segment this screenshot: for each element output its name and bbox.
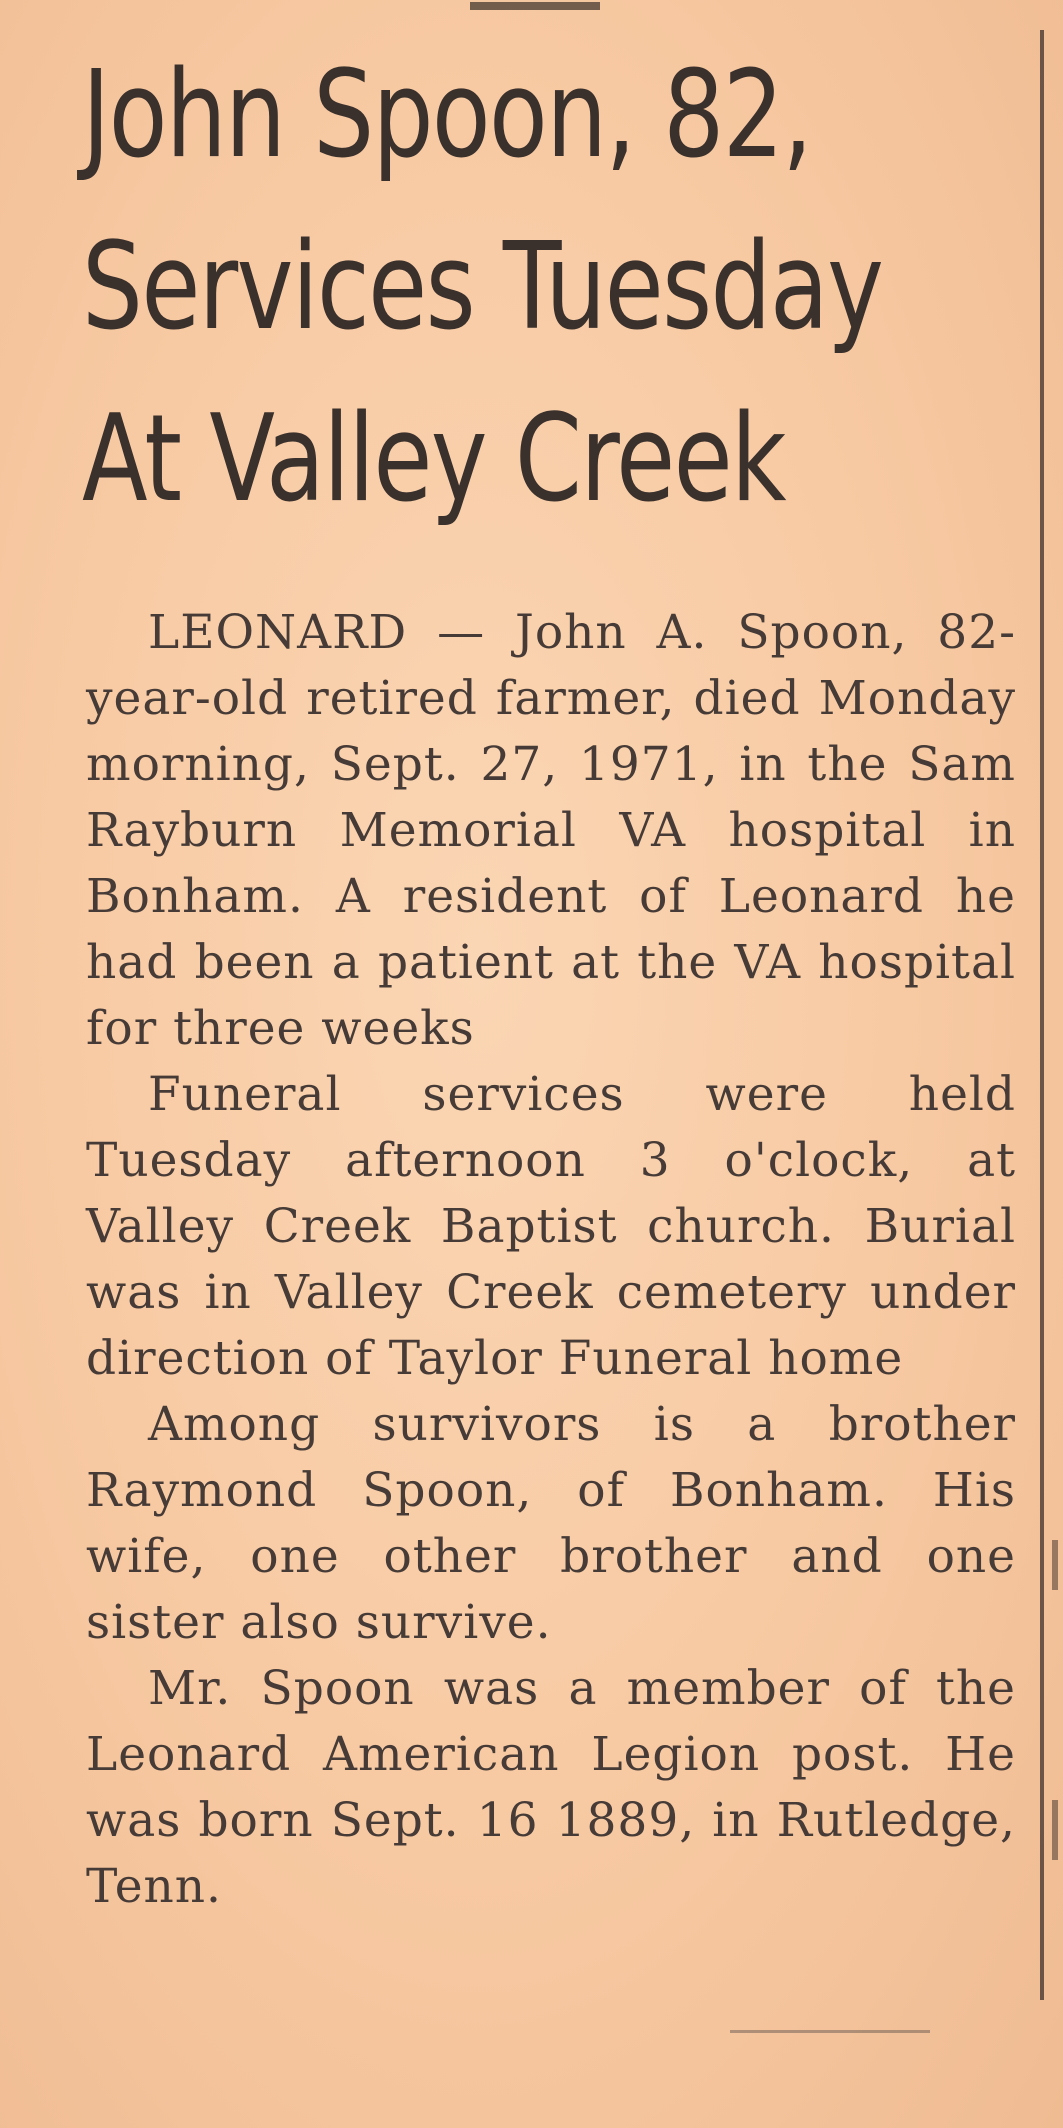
- headline: [82, 30, 883, 546]
- headline-line: At Valley Creek: [82, 390, 786, 529]
- paragraph: Among survivors is a brother Raymond Spoon, of Bonham. His wife, one other brother and one sister also survive.: [86, 1397, 1016, 1650]
- edge-mark: [1052, 1540, 1058, 1590]
- column-rule: [1040, 30, 1044, 2000]
- paragraph: Funeral services were held Tuesday afternoon 3 o'clock, at Valley Creek Baptist church. Burial was in Valley Creek cemetery under direction of Taylor Funeral home: [86, 1067, 1016, 1386]
- end-dash: [730, 2030, 930, 2033]
- headline-line: Services Tuesday: [82, 218, 883, 357]
- headline-line: John Spoon, 82,: [82, 46, 812, 185]
- paragraph: LEONARD — John A. Spoon, 82-year-old retired farmer, died Monday morning, Sept. 27, 1971, in the Sam Rayburn Memorial VA hospital in Bonham. A resident of Leonard he had been a patient at the VA hospital for three weeks: [86, 605, 1016, 1056]
- article-body: [86, 600, 1016, 1920]
- edge-mark: [1052, 1800, 1058, 1860]
- paragraph: Mr. Spoon was a member of the Leonard American Legion post. He was born Sept. 16 1889, in Rutledge, Tenn.: [86, 1661, 1016, 1914]
- top-rule: [470, 2, 600, 10]
